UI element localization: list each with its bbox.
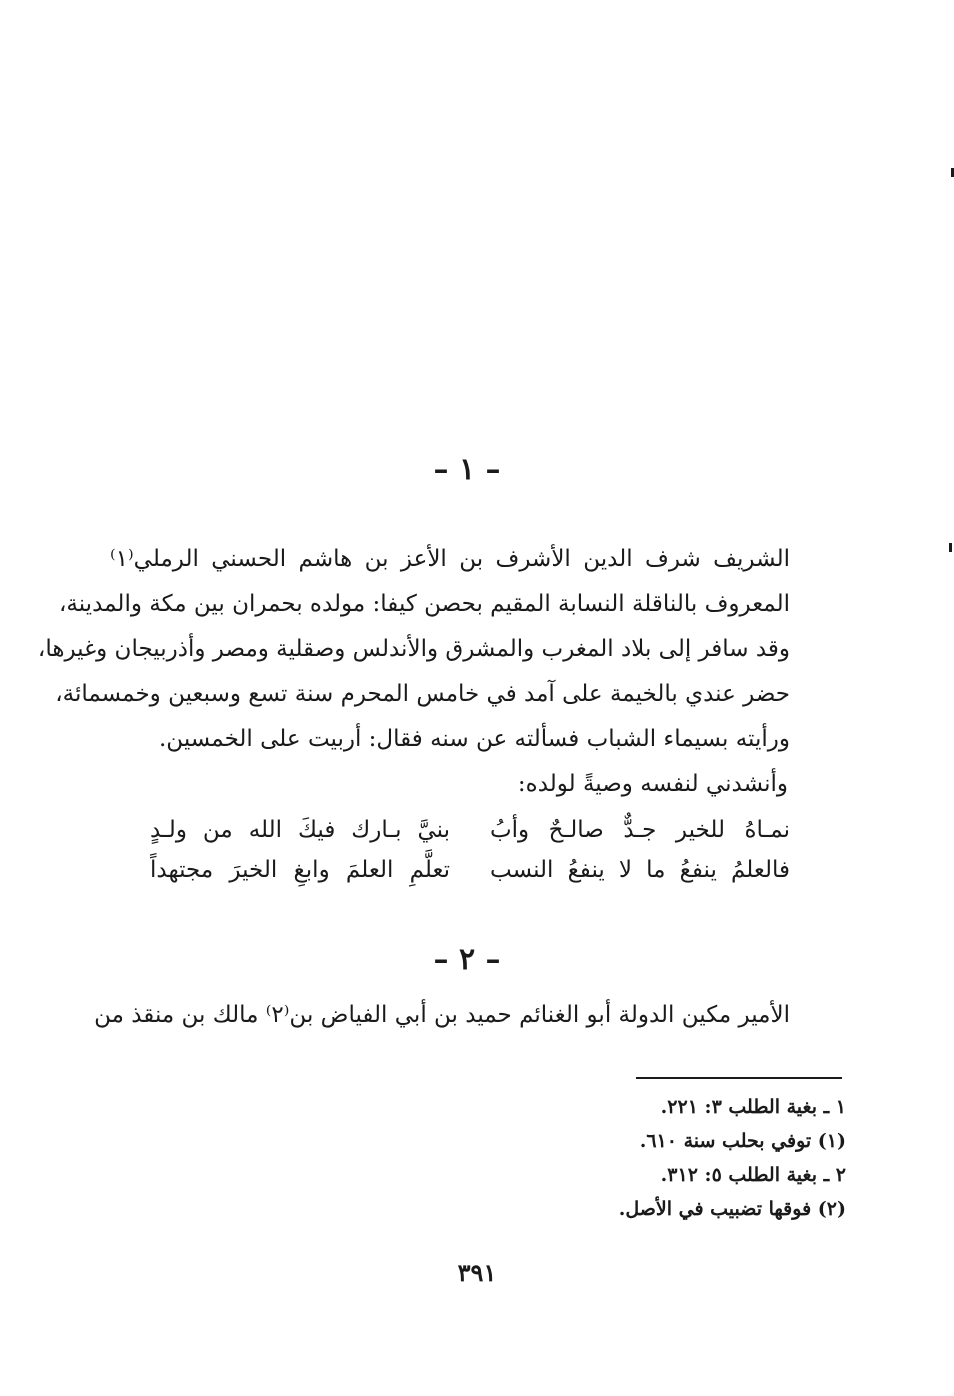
biography-paragraph-1 [37,537,790,762]
paragraph-line: وقد سافر إلى بلاد المغرب والمشرق والأندلس وصقلية ومصر وأذربيجان وغيرها، [37,636,790,662]
paragraph-line: المعروف بالناقلة النسابة المقيم بحصن كيفا: مولده بحمران بين مكة والمدينة، [58,591,790,617]
footnotes [619,1090,846,1226]
footnote: ١ ـ بغية الطلب ٣: ٢٢١. [660,1096,846,1118]
page-number: ٣٩١ [457,1258,497,1287]
paragraph-line: الشريف شرف الدين الأشرف بن الأعز بن هاشم الحسني الرملي⁽١⁾ [110,546,790,572]
paragraph-line: الأمير مكين الدولة أبو الغنائم حميد بن أبي الفياض بن⁽٢⁾ مالك بن منقذ من [94,1002,790,1028]
poem-verses [150,810,790,890]
section-number-2: – ٢ – [433,942,501,977]
verse-line [150,850,790,890]
recitation-intro: وأنشدني لنفسه وصيةً لولده: [517,771,788,797]
paragraph-line: ورأيته بسيماء الشباب فسألته عن سنه فقال: أربيت على الخمسين. [159,726,790,752]
verse-second-hemistich: فالعلمُ ينفعُ ما لا ينفعُ النسب [490,857,790,883]
footnote: (٢) فوقها تضبيب في الأصل. [618,1198,846,1220]
verse-line [150,810,790,850]
margin-mark [949,543,952,552]
verse-first-hemistich: بنيَّ بـارك فيكَ الله من ولـدٍ [150,817,450,843]
footnote: ٢ ـ بغية الطلب ٥: ٣١٢. [660,1164,846,1186]
footnote-separator [636,1077,842,1079]
section-number-1: – ١ – [433,452,501,487]
verse-first-hemistich: تعلَّمِ العلمَ وابغِ الخيرَ مجتهداً [150,857,450,883]
footnote: (١) توفي بحلب سنة ٦١٠. [639,1130,846,1152]
paragraph-line: حضر عندي بالخيمة على آمد في خامس المحرم سنة تسع وسبعين وخمسمائة، [55,681,790,707]
biography-paragraph-2 [94,993,790,1038]
verse-second-hemistich: نمـاهُ للخير جـدٌّ صالـحٌ وأبُ [490,817,790,843]
